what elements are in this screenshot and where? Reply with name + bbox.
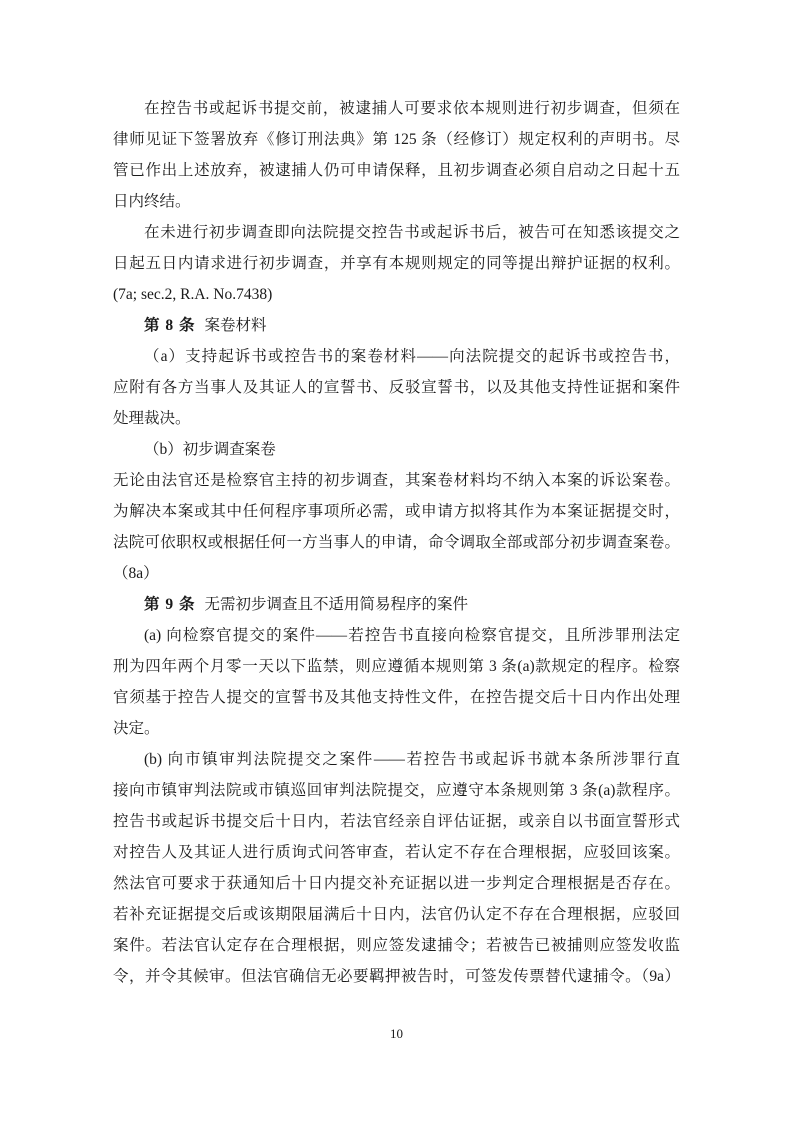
text-line: (a) 向检察官提交的案件——若控告书直接向检察官提交，且所涉罪刑法定	[144, 627, 680, 644]
article-number: 第 9 条	[144, 596, 196, 613]
text-line: 律师见证下签署放弃《修订刑法典》第 125 条（经修订）规定权利的声明书。尽	[113, 131, 680, 148]
article-title: 案卷材料	[204, 317, 267, 334]
text-line: (b) 向市镇审判法院提交之案件——若控告书或起诉书就本条所涉罪行直	[144, 751, 680, 768]
text-line: (7a; sec.2, R.A. No.7438)	[113, 286, 273, 303]
text-line: 案件。若法官认定存在合理根据，则应签发逮捕令；若被告已被捕则应签发收监	[113, 937, 680, 954]
text-line: 官须基于控告人提交的宣誓书及其他支持性文件，在控告提交后十日内作出处理	[113, 689, 680, 706]
text-line: （a）支持起诉书或控告书的案卷材料——向法院提交的起诉书或控告书，	[144, 348, 680, 365]
text-line: 应附有各方当事人及其证人的宣誓书、反驳宣誓书，以及其他支持性证据和案件	[113, 379, 680, 396]
text-line: 在控告书或起诉书提交前，被逮捕人可要求依本规则进行初步调查，但须在	[144, 100, 680, 117]
text-line: 无论由法官还是检察官主持的初步调查，其案卷材料均不纳入本案的诉讼案卷。	[113, 472, 680, 489]
article-number: 第 8 条	[144, 317, 196, 334]
text-line: 管已作出上述放弃，被逮捕人仍可申请保释，且初步调查必须自启动之日起十五	[113, 162, 680, 179]
text-line: 日内终结。	[113, 193, 191, 210]
text-line: （8a）	[113, 565, 159, 582]
text-line: 然法官可要求于获通知后十日内提交补充证据以进一步判定合理根据是否存在。	[113, 875, 680, 892]
text-line: 控告书或起诉书提交后十日内，若法官经亲自评估证据，或亲自以书面宣誓形式	[113, 813, 680, 830]
text-line: 在未进行初步调查即向法院提交控告书或起诉书后，被告可在知悉该提交之	[144, 224, 680, 241]
document-body	[113, 93, 680, 992]
text-line: 处理裁决。	[113, 410, 191, 427]
text-line: 刑为四年两个月零一天以下监禁，则应遵循本规则第 3 条(a)款规定的程序。检察	[113, 658, 680, 675]
article-title: 无需初步调查且不适用简易程序的案件	[204, 596, 469, 613]
text-line: 日起五日内请求进行初步调查，并享有本规则规定的同等提出辩护证据的权利。	[113, 255, 680, 272]
text-line: 法院可依职权或根据任何一方当事人的申请，命令调取全部或部分初步调查案卷。	[113, 534, 680, 551]
text-line: 接向市镇审判法院或市镇巡回审判法院提交，应遵守本条规则第 3 条(a)款程序。	[113, 782, 680, 799]
article-heading	[113, 589, 680, 620]
article-heading	[113, 310, 680, 341]
text-line: 令，并令其候审。但法官确信无必要羁押被告时，可签发传票替代逮捕令。（9a）	[113, 968, 680, 985]
text-line: 若补充证据提交后或该期限届满后十日内，法官仍认定不存在合理根据，应驳回	[113, 906, 680, 923]
text-line: 决定。	[113, 720, 160, 737]
text-line: 为解决本案或其中任何程序事项所必需，或申请方拟将其作为本案证据提交时，	[113, 503, 680, 520]
text-line: 对控告人及其证人进行质询式问答审查，若认定不存在合理根据，应驳回该案。	[113, 844, 680, 861]
text-line: （b）初步调查案卷	[144, 441, 276, 458]
page-number: 10	[390, 1026, 403, 1041]
